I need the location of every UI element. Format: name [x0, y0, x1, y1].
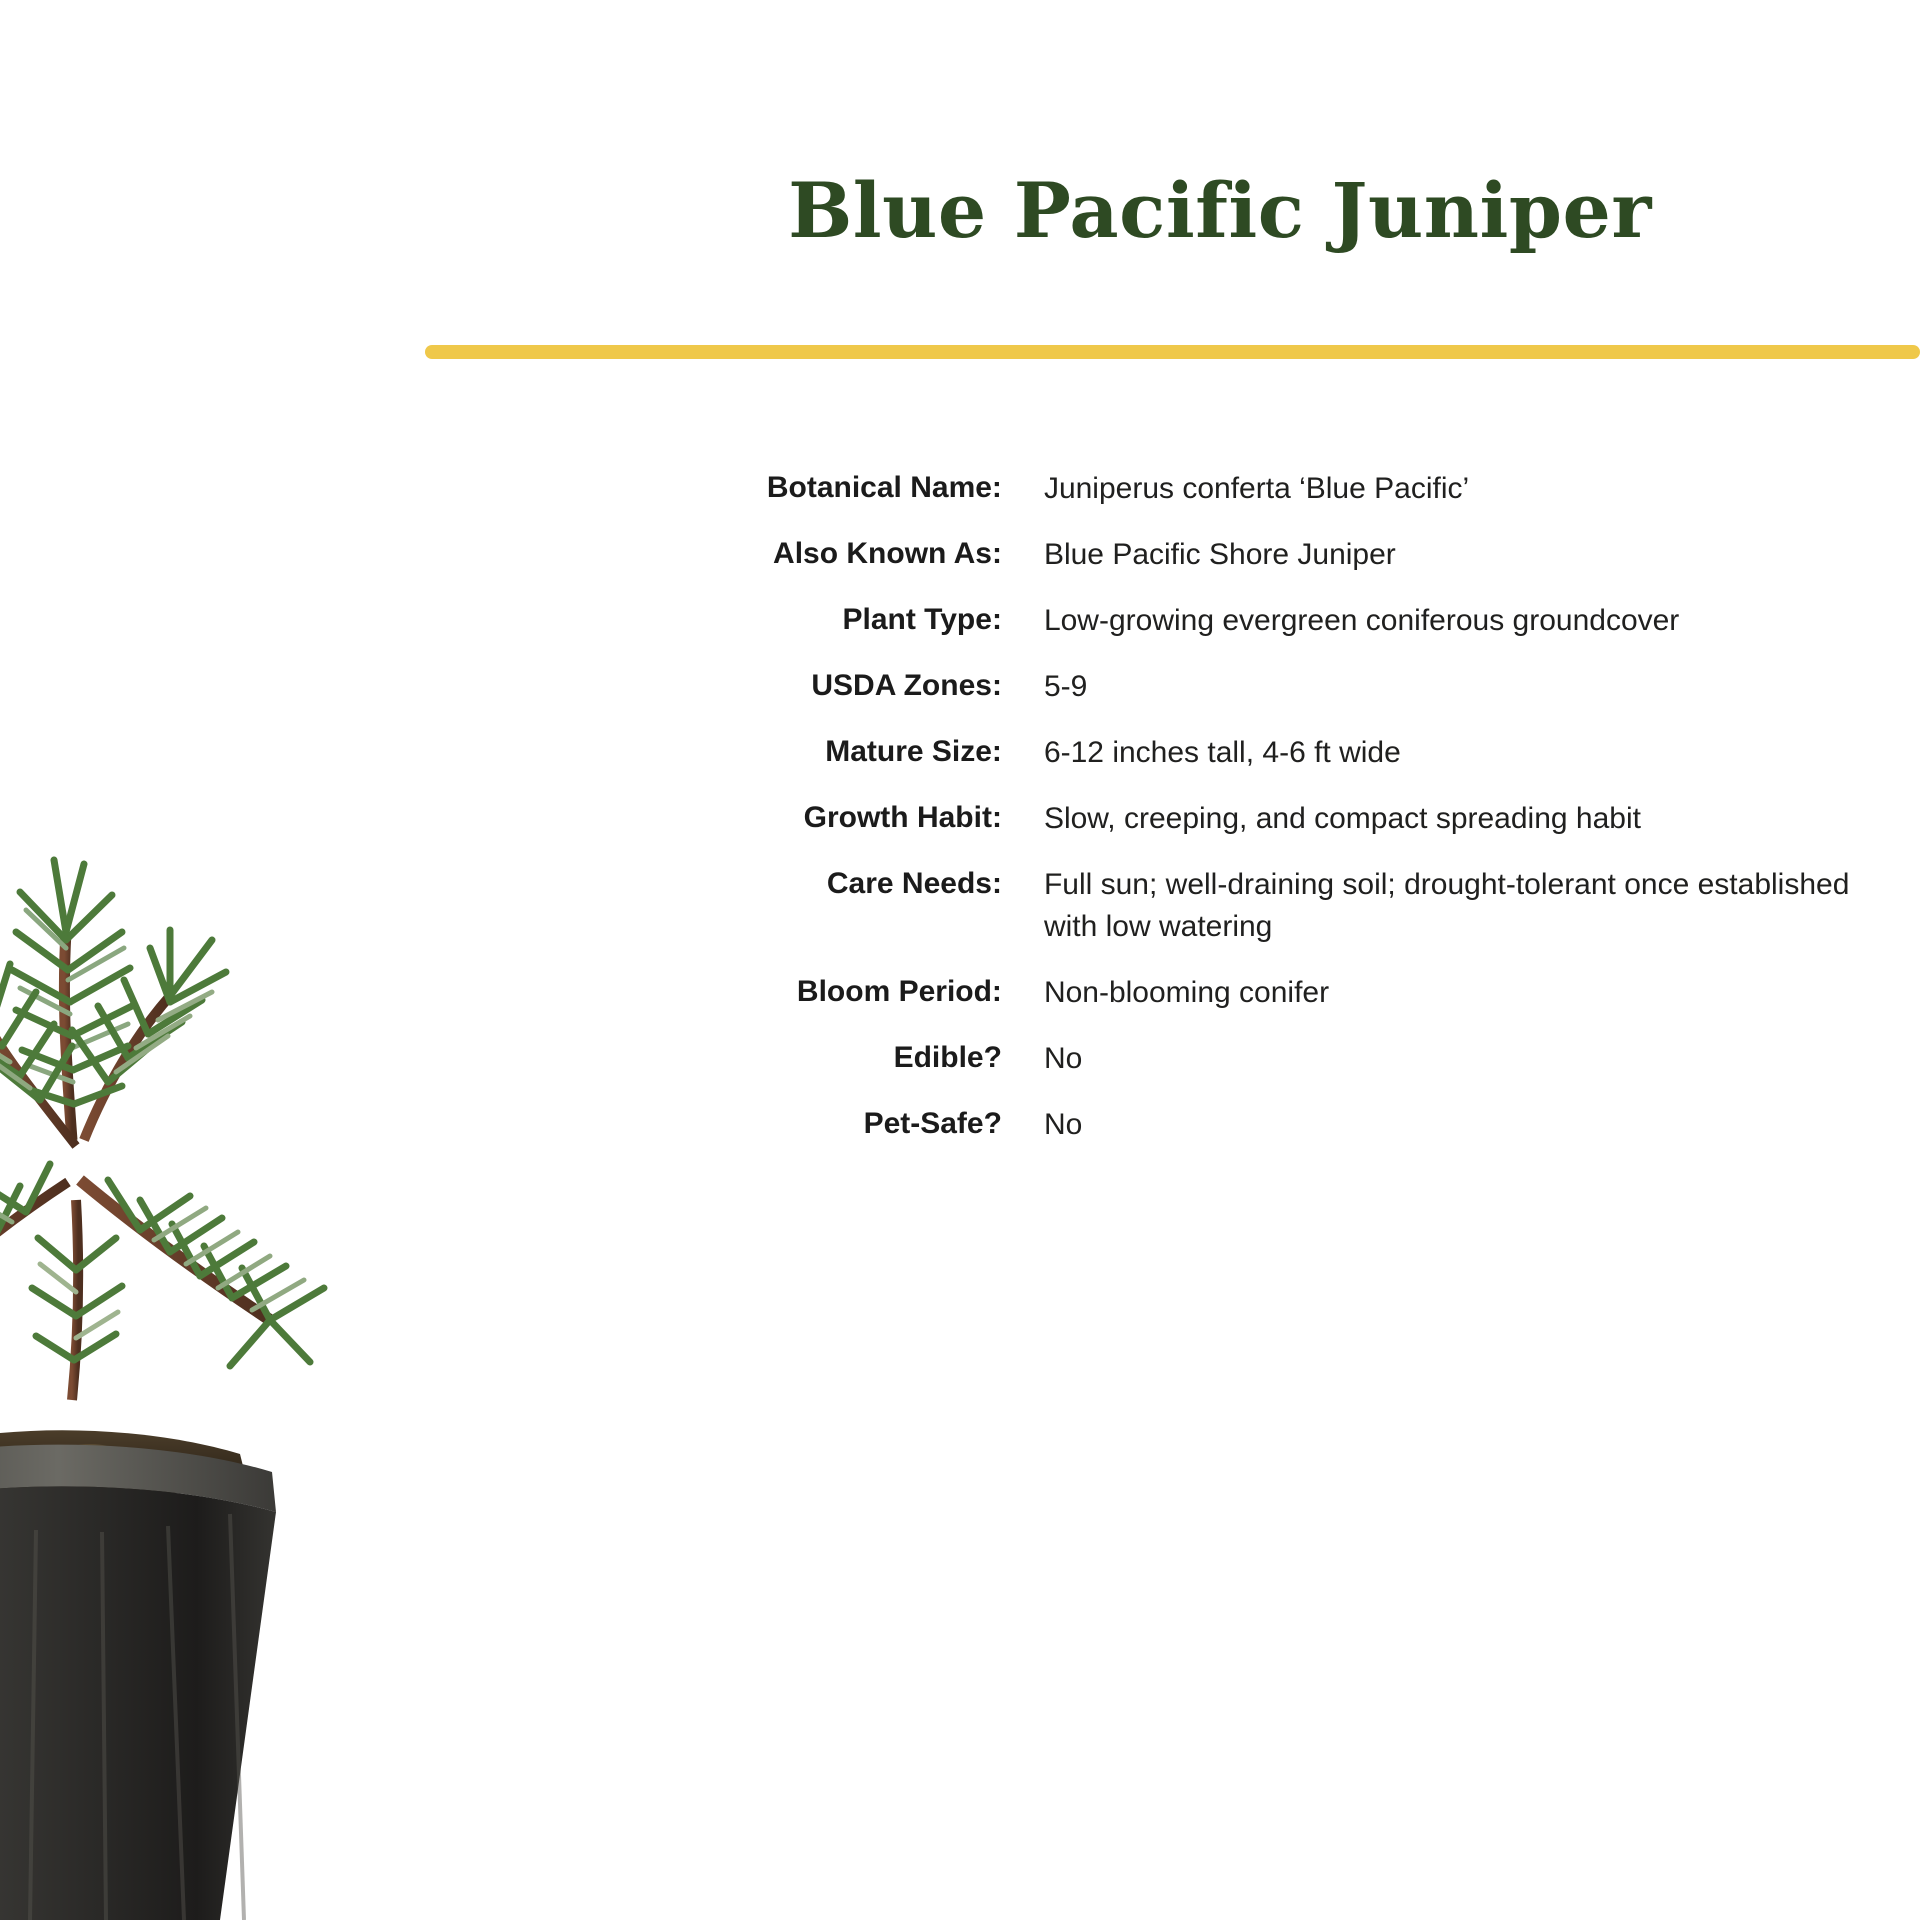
- table-row: [520, 1104, 1850, 1170]
- table-row: [520, 732, 1850, 798]
- table-row: [520, 666, 1850, 732]
- spec-value-also-known-as: Blue Pacific Shore Juniper: [1043, 538, 1396, 571]
- spec-label-plant-type: Plant Type:: [842, 603, 1002, 636]
- spec-label-bloom-period: Bloom Period:: [796, 975, 1002, 1008]
- spec-value-bloom-period: Non-blooming conifer: [1043, 976, 1330, 1009]
- plant-photo-panel: [0, 0, 520, 1920]
- spec-value-plant-type: Low-growing evergreen coniferous groundcover: [1043, 604, 1680, 637]
- juniper-foliage: [0, 860, 324, 1400]
- plant-photo-illustration: [0, 440, 520, 1920]
- table-row: [520, 600, 1850, 666]
- table-row: [520, 534, 1850, 600]
- table-row: [520, 468, 1850, 534]
- spec-label-mature-size: Mature Size:: [825, 735, 1002, 768]
- table-row: [520, 864, 1850, 972]
- spec-label-pet-safe: Pet-Safe?: [863, 1107, 1002, 1140]
- spec-value-pet-safe: No: [1043, 1108, 1083, 1141]
- spec-label-edible: Edible?: [893, 1041, 1002, 1074]
- table-row: [520, 972, 1850, 1038]
- table-row: [520, 798, 1850, 864]
- spec-value-growth-habit: Slow, creeping, and compact spreading habit: [1043, 802, 1641, 835]
- spec-label-usda-zones: USDA Zones:: [811, 669, 1002, 702]
- spec-label-also-known-as: Also Known As:: [773, 537, 1002, 570]
- table-row: [520, 1038, 1850, 1104]
- plant-details-panel: [520, 0, 1920, 1920]
- spec-label-care-needs: Care Needs:: [826, 867, 1002, 900]
- page-title: Blue Pacific Juniper: [788, 166, 1652, 255]
- spec-value-care-needs: Full sun; well-draining soil; drought-tolerant once established with low watering: [1043, 868, 1850, 943]
- spec-label-botanical-name: Botanical Name:: [766, 471, 1002, 504]
- spec-value-usda-zones: 5-9: [1043, 670, 1088, 703]
- title-divider: [425, 345, 1920, 359]
- spec-value-mature-size: 6-12 inches tall, 4-6 ft wide: [1043, 736, 1401, 769]
- spec-label-growth-habit: Growth Habit:: [803, 801, 1002, 834]
- plant-spec-table: [520, 468, 1850, 1170]
- spec-value-edible: No: [1043, 1042, 1083, 1075]
- spec-value-botanical-name: Juniperus conferta ‘Blue Pacific’: [1043, 472, 1470, 505]
